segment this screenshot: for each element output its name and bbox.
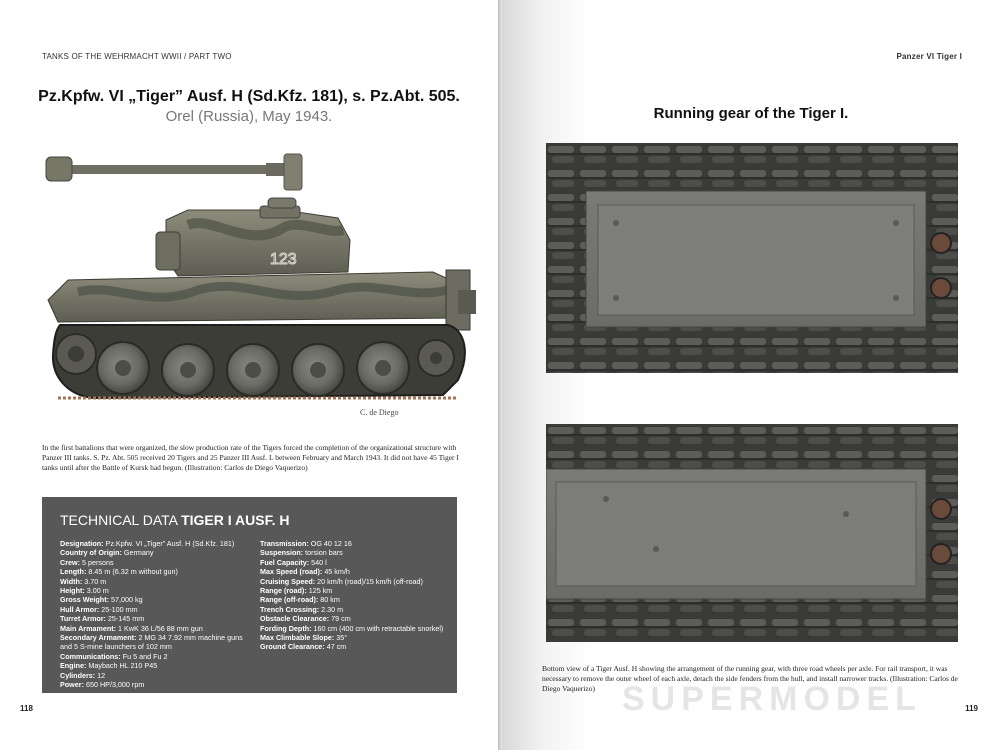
running-head-right: Panzer VI Tiger I: [896, 52, 962, 61]
spec-row: Height: 3.00 m: [60, 586, 109, 596]
spec-row: Fording Depth: 160 cm (400 cm with retractable snorkel): [260, 623, 444, 633]
technical-data-column-2: [260, 539, 450, 652]
page-number-left: 118: [20, 704, 33, 713]
spec-row: Fuel Capacity: 540 l: [260, 557, 327, 567]
spec-row: Range (road): 125 km: [260, 586, 333, 596]
right-page: [502, 0, 1000, 750]
spec-row: Transmission: OG 40 12 16: [260, 539, 352, 548]
gun-barrel: [68, 165, 293, 174]
spec-row: Max Speed (road): 45 km/h: [260, 567, 350, 577]
technical-data-box: [42, 497, 457, 693]
spec-row: Obstacle Clearance: 79 cm: [260, 614, 351, 624]
artist-signature: C. de Diego: [360, 408, 399, 417]
spec-row: Crew: 5 persons: [60, 557, 114, 567]
profile-caption: In the first battalions that were organized, the slow production rate of the Tigers forced the completion of the organizational structure with Panzer III tanks. S. Pz. Abt. 505 received 20 Tigers and 25 Panzer III Ausf. L between February and March 1943. It did not have 45 Tiger I tanks until after the Battle of Kursk had begun. (Illustration: Carlos de Diego Vaquerizo): [42, 443, 459, 472]
technical-data-title-light: TECHNICAL DATA: [60, 512, 178, 528]
spec-row: Suspension: torsion bars: [260, 548, 343, 558]
spec-row: Communications: Fu 5 and Fu 2: [60, 651, 168, 661]
spec-row: Secondary Armament: 2 MG 34 7.92 mm machine guns: [60, 633, 243, 643]
spec-row: Cylinders: 12: [60, 670, 106, 680]
spec-row: Engine: Maybach HL 210 P45: [60, 661, 158, 671]
spec-row: Designation: Pz.Kpfw. VI „Tiger” Ausf. H (Sd.Kfz. 181): [60, 539, 235, 548]
spec-row: Turret Armor: 25-145 mm: [60, 614, 145, 624]
page-number-right: 119: [965, 704, 978, 713]
spec-row: Width: 3.70 m: [60, 576, 107, 586]
rear-hub: [931, 278, 951, 298]
running-gear-illustration-bottom: [546, 424, 958, 642]
technical-data-title: [60, 512, 289, 528]
spec-row: and 5 S-mine launchers of 102 mm: [60, 642, 172, 652]
spec-row: Gross Weight: 57,000 kg: [60, 595, 143, 605]
left-page: [0, 0, 498, 750]
spec-row: Length: 8.45 m (6.32 m without gun): [60, 567, 178, 577]
spec-row: Power: 650 HP/3,000 rpm: [60, 680, 145, 690]
spec-row: Main Armament: 1 KwK 36 L/56 88 mm gun: [60, 623, 203, 633]
muzzle-brake: [46, 157, 72, 181]
technical-data-column-1: [60, 539, 260, 690]
profile-subtitle: Orel (Russia), May 1943.: [165, 108, 333, 125]
watermark: SUPERMODEL: [622, 680, 922, 718]
running-head-left: TANKS OF THE WEHRMACHT WWII / PART TWO: [42, 52, 232, 61]
running-gear-title: Running gear of the Tiger I.: [653, 105, 849, 122]
spec-row: Ground Clearance: 47 cm: [260, 642, 347, 652]
running-gear-illustration-top: [546, 143, 958, 373]
technical-data-title-bold: TIGER I AUSF. H: [181, 512, 290, 528]
profile-title: Pz.Kpfw. VI „Tiger” Ausf. H (Sd.Kfz. 181), s. Pz.Abt. 505.: [38, 88, 460, 105]
running-gear-caption: Bottom view of a Tiger Ausf. H showing the arrangement of the running gear, with three road wheels per axle. For rail transport, it was necessary to remove the outer wheel of each axle, detach the side fenders from the hull, and install narrower tracks. (Illustration: Carlos de Diego Vaquerizo): [542, 664, 958, 693]
spec-row: Country of Origin: Germany: [60, 548, 154, 558]
tiger-profile-illustration: [38, 140, 480, 430]
spec-row: Hull Armor: 25-100 mm: [60, 604, 138, 614]
turret-number: 123: [270, 251, 297, 268]
hull: [48, 272, 468, 322]
rear-hub: [931, 544, 951, 564]
rear-hub: [931, 233, 951, 253]
spec-row: Cruising Speed: 20 km/h (road)/15 km/h (off-road): [260, 576, 423, 586]
rear-hub: [931, 499, 951, 519]
spec-row: Max Climbable Slope: 35°: [260, 633, 348, 643]
spec-row: Trench Crossing: 2.30 m: [260, 604, 344, 614]
spec-row: Range (off-road): 80 km: [260, 595, 340, 605]
